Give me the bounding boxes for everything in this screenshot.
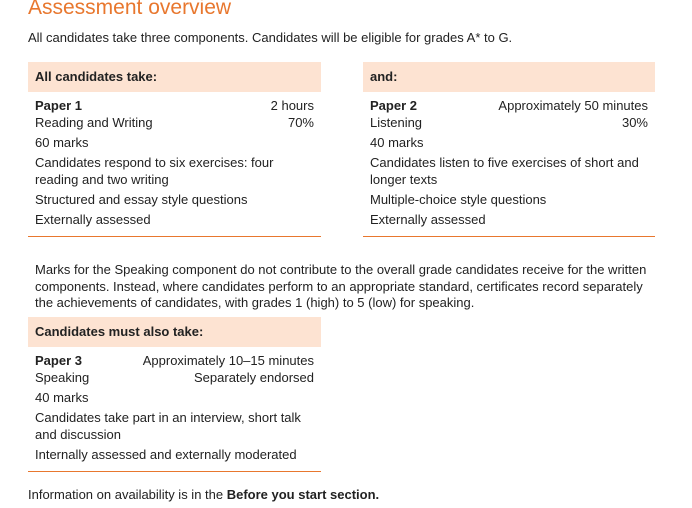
paper-1-question-style: Structured and essay style questions [35,192,248,207]
paper-3-duration: Approximately 10–15 minutes [142,353,314,368]
paper-1-body [28,92,321,237]
paper-1-component: Reading and Writing [35,115,153,130]
paper-2-description: Candidates listen to five exercises of short and longer texts [370,155,639,187]
paper-2-box [363,62,655,237]
paper-3-component: Speaking [35,370,90,385]
paper-1-description: Candidates respond to six exercises: four reading and two writing [35,155,274,187]
paper-2-assessment: Externally assessed [370,212,486,227]
paper-2-question-style: Multiple-choice style questions [370,192,547,207]
paper-3-marks: 40 marks [35,390,89,405]
paper-1-marks: 60 marks [35,135,89,150]
paper-3-header: Candidates must also take: [28,317,321,347]
paper-1-weight: 70% [287,115,314,130]
paper-1-box [28,62,321,237]
availability-note [28,487,379,502]
paper-2-marks: 40 marks [370,135,424,150]
page-title: Assessment overview [28,0,232,19]
paper-2-component: Listening [370,115,423,130]
paper-1-name: Paper 1 [35,98,82,113]
availability-note-text: Information on availability is in the [28,487,227,502]
paper-3-body [28,347,321,472]
paper-1-duration: 2 hours [270,98,314,113]
before-you-start-reference: Before you start section. [226,487,380,502]
paper-2-body [363,92,655,237]
paper-3-assessment: Internally assessed and externally moderated [35,447,297,462]
paper-2-weight: 30% [621,115,648,130]
paper-3-weight: Separately endorsed [194,370,314,385]
paper-3-description: Candidates take part in an interview, short talk and discussion [35,410,301,442]
paper-2-name: Paper 2 [370,98,417,113]
paper-3-name: Paper 3 [35,353,82,368]
paper-1-header: All candidates take: [28,62,321,92]
paper-2-header: and: [363,62,655,92]
paper-3-box [28,317,321,472]
speaking-note: Marks for the Speaking component do not contribute to the overall grade candidates receive for the written components. Instead, where candidates perform to an appropriate standard, certificates record separately the achievements of candidates, with grades 1 (high) to 5 (low) for speaking. [35,262,647,310]
paper-2-duration: Approximately 50 minutes [498,98,648,113]
intro-text: All candidates take three components. Candidates will be eligible for grades A* to G. [28,30,513,45]
paper-1-assessment: Externally assessed [35,212,151,227]
